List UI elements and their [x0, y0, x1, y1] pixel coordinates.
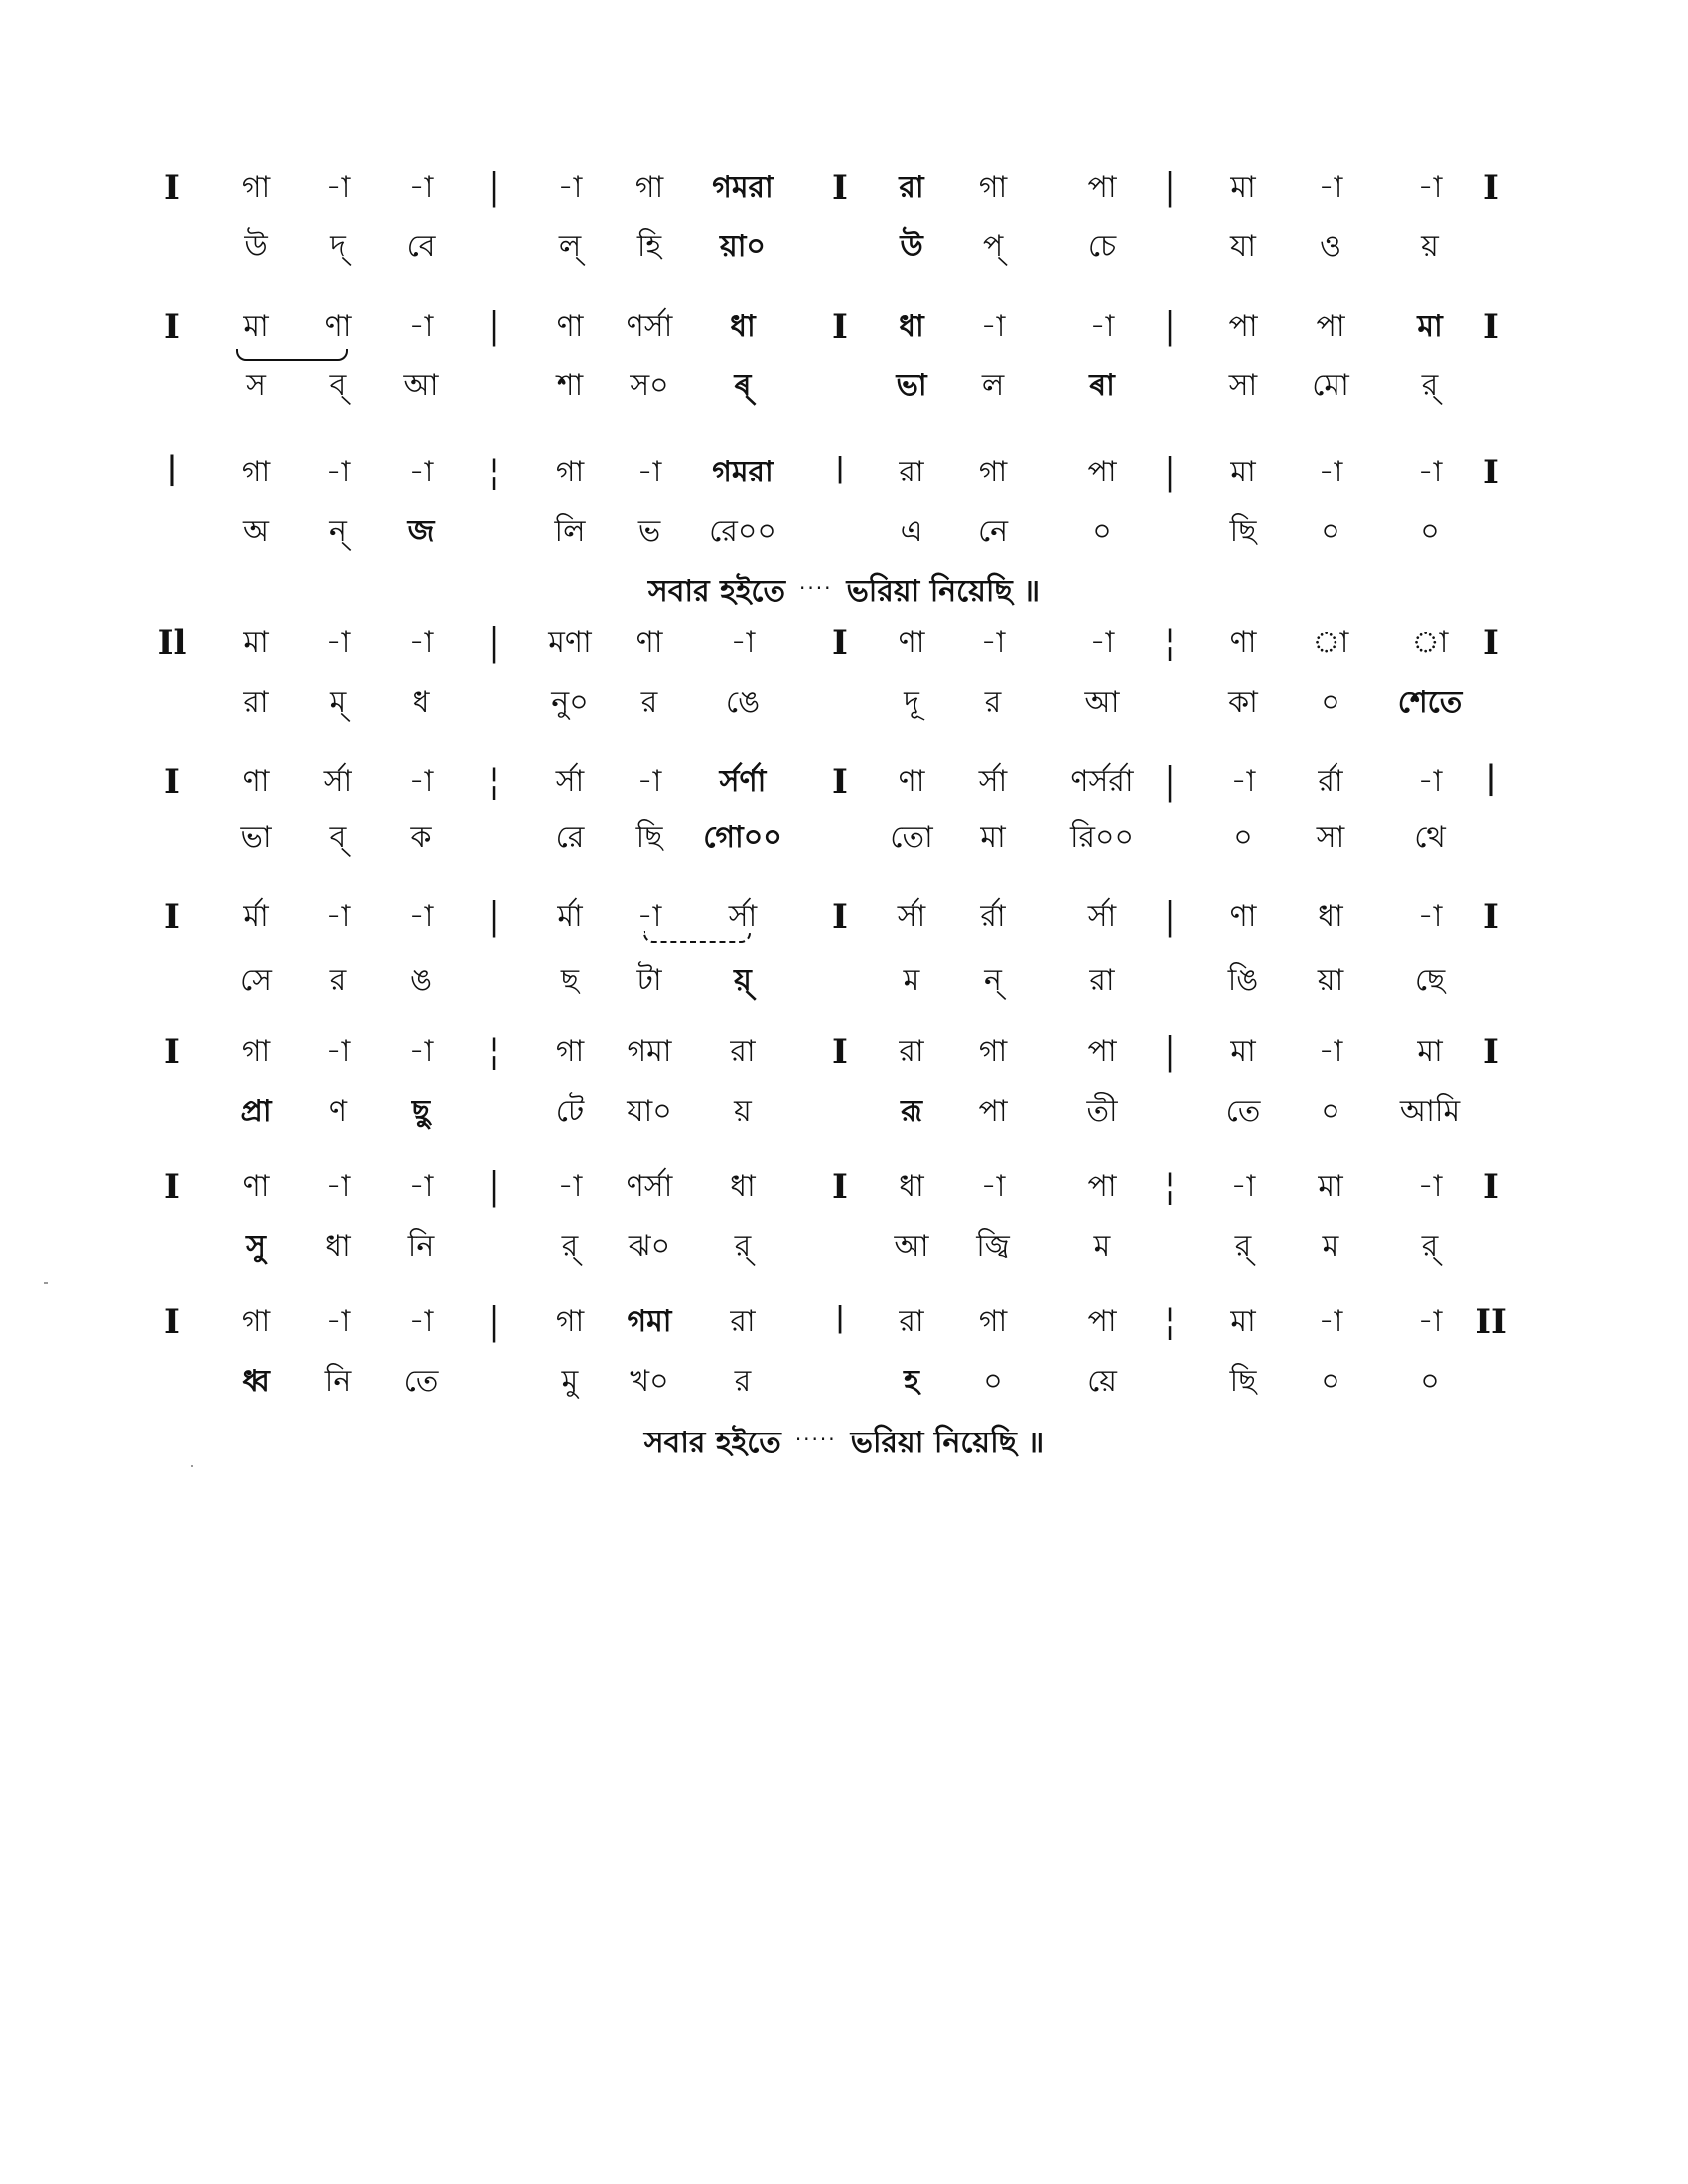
lyric-syllable: ছে	[1414, 963, 1446, 998]
lyric-syllable: রা	[1089, 963, 1115, 998]
note-cell: গা	[978, 1034, 1008, 1069]
note-cell: মা	[1230, 455, 1256, 489]
note-cell: র্সর্ণা	[719, 764, 767, 799]
note-cell: ধা	[730, 1169, 756, 1204]
lyric-syllable: রে	[555, 820, 585, 855]
lyric-syllable: রূ	[901, 1094, 922, 1129]
measure-end-bar: I	[1483, 897, 1499, 937]
lyric-syllable: চে	[1087, 229, 1117, 264]
note-cell: র্সা	[897, 899, 926, 934]
barline: I	[832, 623, 848, 663]
lyric-syllable: ব্	[329, 820, 347, 855]
note-cell: ণা	[242, 764, 270, 799]
barline: ¦	[489, 759, 500, 804]
measure-end-bar: II	[1476, 1302, 1507, 1342]
note-cell: ধা	[1318, 899, 1343, 934]
barline: |	[1164, 759, 1176, 804]
lyric-syllable: যা০	[627, 1094, 672, 1129]
lyric-syllable: তে	[1225, 1094, 1261, 1129]
lyric-line	[0, 1358, 1688, 1406]
note-cell: ণা	[1229, 899, 1257, 934]
note-cell: -া	[980, 1169, 1006, 1204]
barline: |	[489, 304, 500, 348]
note-cell: গা	[241, 455, 271, 489]
barline: ¦	[1164, 1299, 1176, 1344]
note-cell: রা	[730, 1034, 756, 1069]
note-cell: মণা	[548, 625, 592, 660]
note-cell: -া	[636, 764, 662, 799]
lyric-syllable: সা	[1316, 820, 1345, 855]
note-cell: র্রা	[1318, 764, 1343, 799]
lyric-syllable: দ্	[330, 229, 346, 264]
note-cell: -া	[1417, 455, 1443, 489]
lyric-syllable: ০	[1321, 1094, 1340, 1129]
note-cell: ণর্সা	[626, 1169, 673, 1204]
lyric-syllable: রা	[243, 685, 269, 720]
lyric-syllable: ন্	[329, 514, 347, 549]
notation-line	[0, 164, 1688, 211]
lyric-line	[0, 362, 1688, 410]
note-cell: মা	[1417, 1034, 1443, 1069]
lyric-syllable: শেতে	[1397, 685, 1463, 720]
notation-line	[0, 758, 1688, 806]
note-cell: ণা	[898, 764, 925, 799]
notation-line	[0, 303, 1688, 350]
note-cell: র্রা	[980, 899, 1006, 934]
note-cell: -া	[408, 1034, 434, 1069]
note-cell: গমা	[627, 1304, 672, 1339]
note-cell: -া	[408, 170, 434, 205]
note-cell: রা	[899, 455, 924, 489]
lyric-syllable: ল	[981, 368, 1005, 403]
refrain-line	[0, 1416, 1688, 1467]
lyric-syllable: র	[640, 685, 658, 720]
note-cell: পা	[1316, 309, 1345, 343]
lyric-syllable: ল্	[558, 229, 582, 264]
refrain-left-text: সবার হইতে	[647, 574, 785, 609]
note-cell: র্সা	[978, 764, 1008, 799]
note-cell: পা	[1087, 1304, 1117, 1339]
lyric-syllable: ভা	[896, 368, 927, 403]
note-cell: র্সা	[1087, 899, 1117, 934]
note-cell: রা	[899, 1304, 924, 1339]
measure-end-bar: I	[1483, 168, 1499, 207]
print-speck	[191, 1465, 193, 1467]
lyric-syllable: ছি	[635, 820, 663, 855]
measure-end-bar: I	[1483, 307, 1499, 346]
lyric-syllable: ণ	[328, 1094, 348, 1129]
lyric-syllable: মু	[561, 1364, 579, 1399]
lyric-syllable: ০	[1321, 1364, 1340, 1399]
note-cell: -া	[408, 625, 434, 660]
lyric-syllable: ০	[1420, 514, 1440, 549]
note-cell: পা	[1228, 309, 1258, 343]
note-cell: ণা	[898, 625, 925, 660]
note-cell: -া	[1318, 455, 1343, 489]
refrain-right-text: ভরিয়া নিয়েছি ॥	[846, 574, 1041, 609]
note-cell: পা	[1087, 455, 1117, 489]
note-cell: রা	[730, 1304, 756, 1339]
lyric-syllable: আ	[403, 368, 439, 403]
note-cell: -া	[1089, 625, 1115, 660]
lyric-syllable: ভ	[637, 514, 661, 549]
lyric-line	[0, 1088, 1688, 1136]
note-cell: ধা	[730, 309, 756, 343]
lyric-syllable: সু	[246, 1229, 266, 1264]
note-cell: -া	[1318, 170, 1343, 205]
slur-mark	[643, 931, 751, 943]
measure-start-bar: I	[164, 897, 180, 937]
lyric-syllable: নু০	[551, 685, 589, 720]
barline: I	[832, 307, 848, 346]
lyric-syllable: নে	[977, 514, 1009, 549]
note-cell: ধা	[899, 309, 924, 343]
barline: ¦	[489, 1029, 500, 1074]
lyric-syllable: ধ্ব	[242, 1364, 270, 1399]
lyric-syllable: ৰ্	[734, 368, 752, 403]
lyric-line	[0, 508, 1688, 556]
note-cell: গমা	[627, 1034, 672, 1069]
note-cell: পা	[1087, 1034, 1117, 1069]
lyric-syllable: ম্	[329, 685, 347, 720]
lyric-syllable: র	[734, 1364, 752, 1399]
note-cell: -া	[1417, 170, 1443, 205]
lyric-syllable: জ	[407, 514, 435, 549]
barline: |	[1164, 450, 1176, 494]
note-cell: ণা	[556, 309, 584, 343]
lyric-syllable: নি	[324, 1364, 352, 1399]
lyric-syllable: শা	[556, 368, 584, 403]
lyric-syllable: এ	[900, 514, 923, 549]
note-cell: -া	[557, 170, 583, 205]
lyric-syllable: ০	[1233, 820, 1253, 855]
barline: ¦	[1164, 620, 1176, 665]
lyric-syllable: জ্বি	[976, 1229, 1010, 1264]
note-cell: পা	[1087, 1169, 1117, 1204]
note-cell: গা	[555, 1304, 585, 1339]
measure-start-bar: I	[164, 762, 180, 802]
notation-line	[0, 619, 1688, 667]
refrain-left-text: সবার হইতে	[643, 1426, 781, 1460]
note-cell: র্সা	[728, 899, 758, 934]
measure-start-bar: Il	[157, 623, 187, 663]
lyric-syllable: ধ	[412, 685, 430, 720]
measure-start-bar: I	[164, 307, 180, 346]
lyric-syllable: থে	[1414, 820, 1446, 855]
note-cell: -া	[636, 899, 662, 934]
note-cell: ণা	[324, 309, 352, 343]
note-cell: -া	[408, 899, 434, 934]
lyric-syllable: টা	[636, 963, 662, 998]
note-cell: -া	[408, 764, 434, 799]
lyric-syllable: ছ	[560, 963, 580, 998]
barline: ¦	[1164, 1164, 1176, 1209]
note-cell: া	[1411, 625, 1449, 660]
barline: |	[489, 620, 500, 665]
note-cell: মা	[243, 309, 269, 343]
lyric-syllable: ঝ০	[628, 1229, 671, 1264]
lyric-syllable: হি	[636, 229, 662, 264]
lyric-syllable: য়ে	[1087, 1364, 1117, 1399]
measure-end-bar: I	[1483, 1167, 1499, 1207]
note-cell: মা	[1230, 1304, 1256, 1339]
lyric-syllable: পা	[978, 1094, 1008, 1129]
measure-end-bar: I	[1483, 623, 1499, 663]
barline: I	[832, 168, 848, 207]
lyric-syllable: তো	[890, 820, 933, 855]
note-cell: গা	[978, 455, 1008, 489]
notation-line	[0, 449, 1688, 496]
measure-start-bar: I	[164, 1032, 180, 1072]
slur-mark	[236, 349, 348, 361]
lyric-syllable: র্	[734, 1229, 752, 1264]
note-cell: -া	[408, 455, 434, 489]
lyric-syllable: য়্	[734, 963, 752, 998]
lyric-syllable: ঙে	[725, 685, 761, 720]
barline: ¦	[489, 450, 500, 494]
note-cell: পা	[1087, 170, 1117, 205]
note-cell: মা	[1230, 170, 1256, 205]
notation-line	[0, 893, 1688, 941]
note-cell: গমরা	[712, 170, 774, 205]
note-cell: ণা	[1229, 625, 1257, 660]
measure-start-bar: I	[164, 1167, 180, 1207]
note-cell: -া	[730, 625, 756, 660]
lyric-syllable: তী	[1086, 1094, 1118, 1129]
lyric-line	[0, 814, 1688, 862]
lyric-syllable: তে	[403, 1364, 439, 1399]
note-cell: -া	[1318, 1034, 1343, 1069]
measure-start-bar: I	[164, 168, 180, 207]
note-cell: -া	[1089, 309, 1115, 343]
note-cell: -া	[1230, 1169, 1256, 1204]
note-cell: গা	[555, 1034, 585, 1069]
barline: I	[832, 1032, 848, 1072]
note-cell: র্মা	[243, 899, 269, 934]
lyric-line	[0, 679, 1688, 727]
lyric-syllable: প্	[982, 229, 1004, 264]
note-cell: ধা	[899, 1169, 924, 1204]
notation-line	[0, 1298, 1688, 1346]
lyric-syllable: য়	[734, 1094, 752, 1129]
lyric-syllable: ছি	[1229, 514, 1257, 549]
lyric-syllable: মো	[1312, 368, 1349, 403]
lyric-syllable: ম	[1322, 1229, 1339, 1264]
lyric-syllable: ছু	[411, 1094, 431, 1129]
lyric-syllable: ঙ	[409, 963, 432, 998]
lyric-line	[0, 1223, 1688, 1271]
note-cell: -া	[408, 1304, 434, 1339]
note-cell: -া	[980, 625, 1006, 660]
lyric-syllable: ০	[983, 1364, 1003, 1399]
lyric-syllable: খ০	[630, 1364, 669, 1399]
note-cell: -া	[1417, 1304, 1443, 1339]
lyric-syllable: ভা	[240, 820, 272, 855]
lyric-syllable: উ	[900, 229, 923, 264]
note-cell: মা	[1417, 309, 1443, 343]
lyric-syllable: কা	[1228, 685, 1258, 720]
note-cell: মা	[1230, 1034, 1256, 1069]
lyric-syllable: ০	[1420, 1364, 1440, 1399]
lyric-syllable: অ	[243, 514, 269, 549]
note-cell: গা	[978, 1304, 1008, 1339]
lyric-line	[0, 957, 1688, 1005]
note-cell: র্মা	[557, 899, 583, 934]
note-cell: মা	[1318, 1169, 1343, 1204]
lyric-syllable: টে	[555, 1094, 585, 1129]
barline: I	[832, 762, 848, 802]
lyric-syllable: গো০০	[703, 820, 782, 855]
barline: |	[1164, 304, 1176, 348]
measure-start-bar: I	[164, 1302, 180, 1342]
lyric-syllable: ন্	[984, 963, 1002, 998]
lyric-syllable: ৰা	[1089, 368, 1115, 403]
note-cell: -া	[408, 309, 434, 343]
note-cell: গা	[241, 170, 271, 205]
lyric-syllable: স০	[630, 368, 669, 403]
lyric-syllable: আ	[894, 1229, 929, 1264]
barline: |	[489, 1299, 500, 1344]
lyric-syllable: ঙি	[1227, 963, 1259, 998]
barline: |	[1164, 165, 1176, 209]
lyric-syllable: র্	[1421, 368, 1439, 403]
lyric-syllable: আমি	[1399, 1094, 1461, 1129]
measure-end-bar: I	[1483, 1032, 1499, 1072]
note-cell: -া	[325, 1034, 351, 1069]
lyric-syllable: দূ	[904, 685, 919, 720]
barline: l	[835, 450, 845, 494]
lyric-syllable: লি	[554, 514, 586, 549]
note-cell: -া	[1417, 1169, 1443, 1204]
lyric-syllable: র	[329, 963, 347, 998]
barline: |	[489, 1164, 500, 1209]
note-cell: -া	[1417, 899, 1443, 934]
note-cell: -া	[1318, 1304, 1343, 1339]
barline: l	[835, 1299, 845, 1344]
note-cell: -া	[557, 1169, 583, 1204]
notation-line	[0, 1028, 1688, 1076]
note-cell: র্সা	[555, 764, 585, 799]
lyric-syllable: ও	[1319, 229, 1342, 264]
note-cell: -া	[636, 455, 662, 489]
lyric-syllable: ধা	[325, 1229, 351, 1264]
note-cell: গা	[634, 170, 664, 205]
note-cell: া	[1312, 625, 1349, 660]
lyric-syllable: য়া	[1317, 963, 1344, 998]
note-cell: ণর্সর্রা	[1070, 764, 1134, 799]
note-cell: -া	[1417, 764, 1443, 799]
note-cell: র্সা	[323, 764, 352, 799]
lyric-syllable: য়া০	[720, 229, 766, 264]
refrain-ellipsis: ·····	[794, 1428, 837, 1451]
lyric-syllable: রে০০	[709, 514, 776, 549]
lyric-syllable: ০	[1321, 685, 1340, 720]
note-cell: রা	[899, 170, 924, 205]
note-cell: গা	[241, 1034, 271, 1069]
lyric-syllable: র্	[561, 1229, 579, 1264]
note-cell: -া	[325, 625, 351, 660]
lyric-syllable: যা	[1230, 229, 1256, 264]
lyric-syllable: বে	[406, 229, 436, 264]
print-speck	[44, 1282, 48, 1284]
lyric-syllable: ম	[903, 963, 920, 998]
barline: |	[489, 894, 500, 939]
note-cell: গা	[978, 170, 1008, 205]
lyric-syllable: য়	[1421, 229, 1439, 264]
note-cell: ণা	[242, 1169, 270, 1204]
lyric-syllable: নি	[407, 1229, 435, 1264]
lyric-syllable: সা	[1228, 368, 1258, 403]
measure-start-bar: l	[167, 448, 177, 497]
lyric-syllable: ০	[1321, 514, 1340, 549]
barline: I	[832, 897, 848, 937]
note-cell: ণর্সা	[626, 309, 673, 343]
lyric-syllable: ০	[1092, 514, 1112, 549]
lyric-syllable: ক	[410, 820, 432, 855]
note-cell: গা	[555, 455, 585, 489]
lyric-syllable: ব্	[329, 368, 347, 403]
note-cell: -া	[325, 899, 351, 934]
note-cell: রা	[899, 1034, 924, 1069]
note-cell: -া	[325, 1304, 351, 1339]
note-cell: -া	[408, 1169, 434, 1204]
measure-end-bar: I	[1483, 453, 1499, 492]
barline: I	[832, 1167, 848, 1207]
notation-line	[0, 1163, 1688, 1211]
refrain-line	[0, 564, 1688, 615]
lyric-syllable: ছি	[1229, 1364, 1257, 1399]
lyric-syllable: র্	[1421, 1229, 1439, 1264]
note-cell: -া	[325, 170, 351, 205]
barline: |	[1164, 1029, 1176, 1074]
lyric-syllable: র্	[1234, 1229, 1252, 1264]
lyric-syllable: র	[984, 685, 1002, 720]
note-cell: -া	[325, 1169, 351, 1204]
lyric-syllable: আ	[1084, 685, 1120, 720]
note-cell: -া	[325, 455, 351, 489]
note-cell: গমরা	[712, 455, 774, 489]
lyric-syllable: স	[246, 368, 266, 403]
lyric-syllable: রি০০	[1069, 820, 1135, 855]
refrain-right-text: ভরিয়া নিয়েছি ॥	[850, 1426, 1045, 1460]
lyric-syllable: সে	[240, 963, 272, 998]
lyric-syllable: উ	[244, 229, 268, 264]
note-cell: -া	[980, 309, 1006, 343]
lyric-line	[0, 223, 1688, 271]
lyric-syllable: হ	[904, 1364, 919, 1399]
note-cell: গা	[241, 1304, 271, 1339]
measure-end-bar: l	[1486, 757, 1496, 807]
note-cell: মা	[243, 625, 269, 660]
barline: |	[1164, 894, 1176, 939]
refrain-ellipsis: ····	[799, 576, 833, 600]
note-cell: -া	[1230, 764, 1256, 799]
lyric-syllable: ম	[1093, 1229, 1111, 1264]
note-cell: ণা	[635, 625, 663, 660]
lyric-syllable: প্রা	[240, 1094, 272, 1129]
barline: |	[489, 165, 500, 209]
lyric-syllable: মা	[980, 820, 1006, 855]
